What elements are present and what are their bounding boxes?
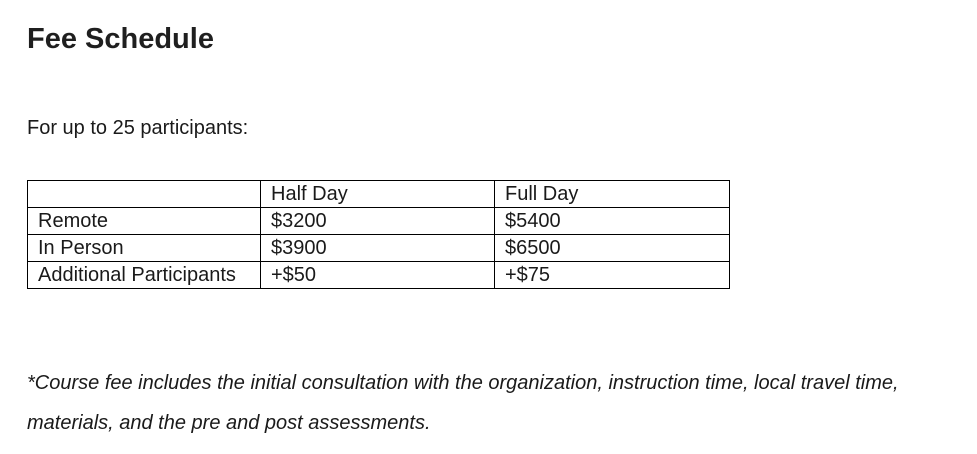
table-header-row <box>28 181 730 208</box>
fee-table <box>27 180 730 289</box>
full-day-fee: $5400 <box>495 208 730 235</box>
row-label: In Person <box>28 235 261 262</box>
header-cell-empty <box>28 181 261 208</box>
half-day-fee: +$50 <box>261 262 495 289</box>
header-cell-half-day: Half Day <box>261 181 495 208</box>
table-row <box>28 208 730 235</box>
page-title: Fee Schedule <box>27 23 214 55</box>
intro-text: For up to 25 participants: <box>27 117 249 139</box>
half-day-fee: $3200 <box>261 208 495 235</box>
header-cell-full-day: Full Day <box>495 181 730 208</box>
half-day-fee: $3900 <box>261 235 495 262</box>
fee-footnote: *Course fee includes the initial consultation with the organization, instruction time, local travel time, materials, and the pre and post assessments. <box>27 372 899 434</box>
full-day-fee: +$75 <box>495 262 730 289</box>
row-label: Remote <box>28 208 261 235</box>
row-label: Additional Participants <box>28 262 261 289</box>
table-row <box>28 235 730 262</box>
table-row <box>28 262 730 289</box>
full-day-fee: $6500 <box>495 235 730 262</box>
